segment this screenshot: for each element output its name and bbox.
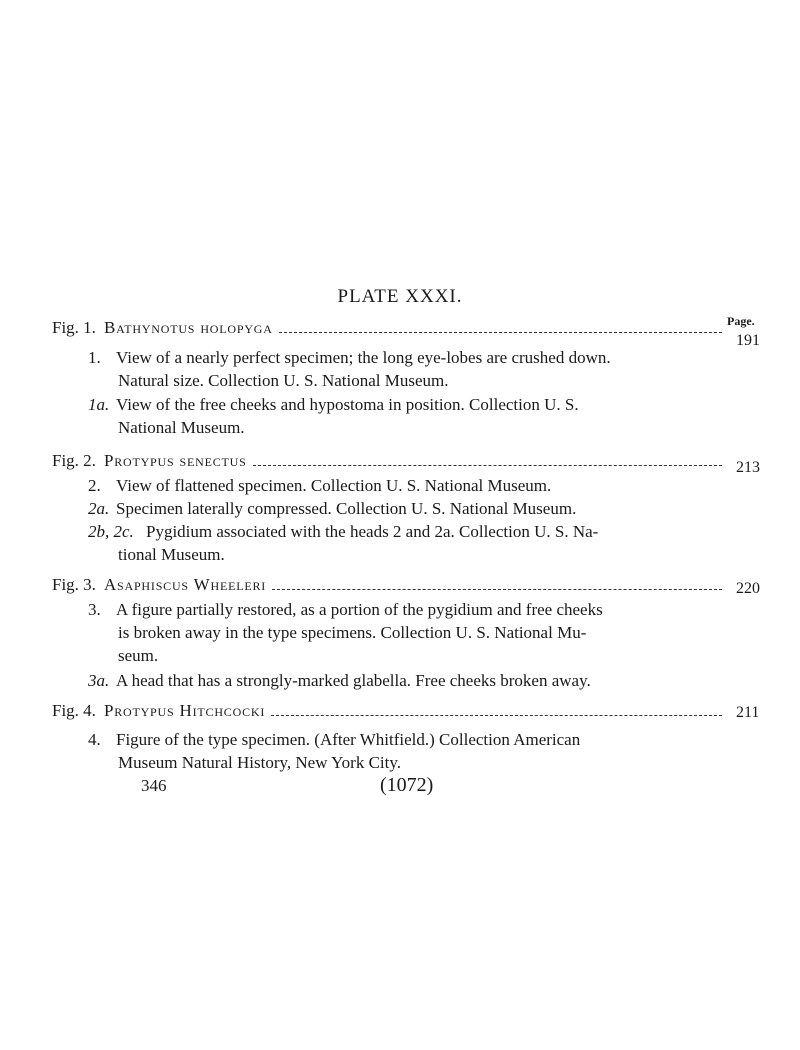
entry-text: Figure of the type specimen. (After Whitfield.) Collection American xyxy=(116,730,581,749)
entry-text: View of a nearly perfect specimen; the long eye-lobes are crushed down. xyxy=(116,348,611,367)
entry-continuation: National Museum. xyxy=(118,418,245,437)
entry-number: 1. xyxy=(88,348,101,367)
entry-continuation: Natural size. Collection U. S. National Museum. xyxy=(118,371,449,390)
species-name: Asaphiscus Wheeleri xyxy=(103,575,267,594)
species-name: Bathynotus holopyga xyxy=(103,318,273,337)
figure-4-entry-1 xyxy=(88,728,718,774)
entry-text: Specimen laterally compressed. Collection U. S. National Museum. xyxy=(116,499,577,518)
leader-dots xyxy=(272,577,722,590)
leader-dots xyxy=(271,703,722,716)
entry-text: View of the free cheeks and hypostoma in position. Collection U. S. xyxy=(116,395,579,414)
figure-3-heading xyxy=(52,575,722,597)
entry-continuation: Museum Natural History, New York City. xyxy=(118,753,402,772)
figure-2-entry-2 xyxy=(88,497,718,520)
entry-text: Pygidium associated with the heads 2 and 2a. Collection U. S. Na- xyxy=(146,522,599,541)
page-column-heading: Page. xyxy=(727,314,755,328)
leader-dots xyxy=(253,453,722,466)
figure-4-heading xyxy=(52,701,722,723)
figure-1-heading xyxy=(52,318,722,340)
entry-number: 2b, 2c. xyxy=(88,522,134,541)
entry-number: 3a. xyxy=(88,671,110,690)
entry-continuation: is broken away in the type specimens. Collection U. S. National Mu- xyxy=(118,623,587,642)
figure-3-page: 220 xyxy=(736,580,760,597)
original-page-number: (1072) xyxy=(380,774,434,796)
figure-label: Fig. 3. xyxy=(52,575,96,594)
entry-number: 3. xyxy=(88,600,101,619)
entry-continuation: seum. xyxy=(118,646,159,665)
entry-number: 4. xyxy=(88,730,101,749)
entry-number: 2a. xyxy=(88,499,110,518)
entry-text: A head that has a strongly-marked glabella. Free cheeks broken away. xyxy=(116,671,591,690)
page-number: 346 xyxy=(141,776,167,795)
figure-1-entry-2 xyxy=(88,393,718,439)
figure-label: Fig. 4. xyxy=(52,701,96,720)
entry-text: A figure partially restored, as a portion of the pygidium and free cheeks xyxy=(116,600,603,619)
figure-label: Fig. 2. xyxy=(52,451,96,470)
entry-text: View of flattened specimen. Collection U. S. National Museum. xyxy=(116,476,552,495)
entry-number: 2. xyxy=(88,476,101,495)
figure-2-page: 213 xyxy=(736,459,760,476)
figure-3-entry-2 xyxy=(88,669,718,692)
species-name: Protypus senectus xyxy=(103,451,247,470)
figure-4-page: 211 xyxy=(736,704,760,721)
figure-label: Fig. 1. xyxy=(52,318,96,337)
plate-title: PLATE XXXI. xyxy=(337,286,463,307)
entry-continuation: tional Museum. xyxy=(118,545,225,564)
figure-2-entry-3 xyxy=(88,520,718,566)
entry-number: 1a. xyxy=(88,395,110,414)
leader-dots xyxy=(279,320,722,333)
figure-3-entry-1 xyxy=(88,598,718,667)
figure-1-entry-1 xyxy=(88,346,718,392)
figure-2-entry-1 xyxy=(88,474,718,497)
species-name: Protypus Hitchcocki xyxy=(103,701,266,720)
figure-1-page: 191 xyxy=(736,332,760,349)
figure-2-heading xyxy=(52,451,722,473)
